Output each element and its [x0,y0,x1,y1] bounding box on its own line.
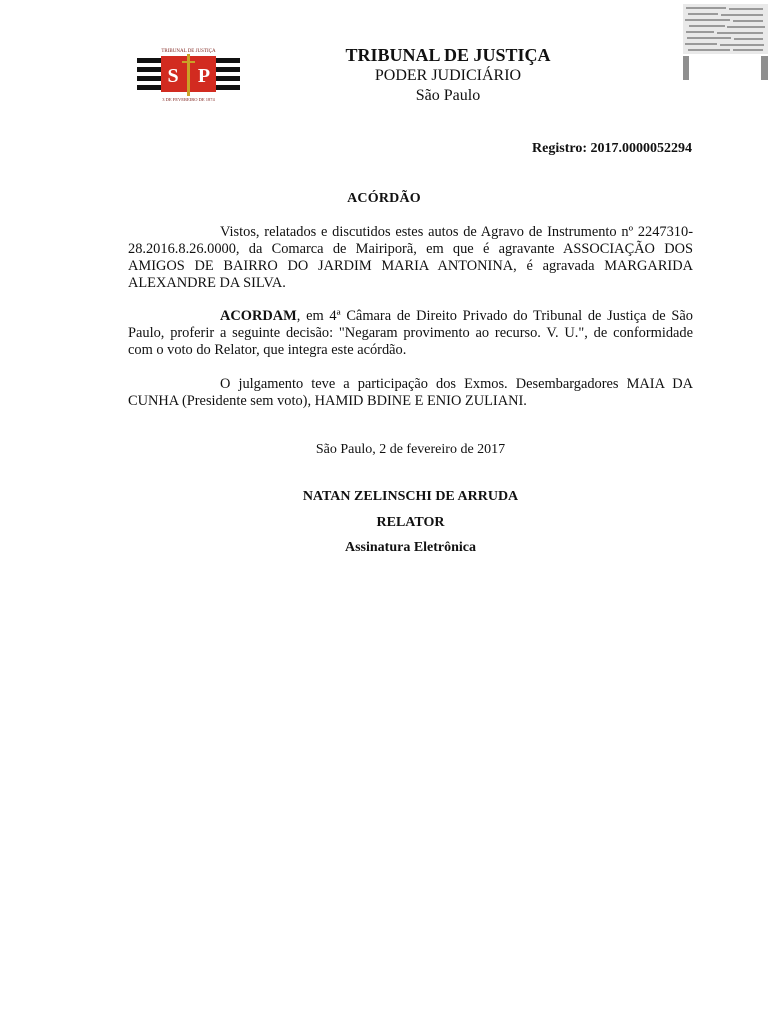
header-subtitle: PODER JUDICIÁRIO [374,67,522,84]
paragraph-acordam [128,308,693,359]
seal-bottom-text: 3 DE FEVEREIRO DE 1874 [162,97,215,102]
seal-top-text: TRIBUNAL DE JUSTIÇA [161,49,216,54]
acordam-keyword: ACORDAM [220,308,297,324]
acordam-text: , em 4ª Câmara de Direito Privado do Tribunal de Justiça de São Paulo, proferir a seguinte decisão: "Negaram provimento ao recurso. V. U.", de conformidade com o voto do Relator, que integra este acórdão. [128,308,693,358]
seal-letter-p: P [197,65,211,87]
court-seal-logo [137,45,240,103]
acordao-title: ACÓRDÃO [347,191,421,206]
signature-note: Assinatura Eletrônica [344,540,477,555]
document-stamp-icon [683,4,768,80]
paragraph-vistos: Vistos, relatados e discutidos estes autos de Agravo de Instrumento nº 2247310-28.2016.8.26.0000, da Comarca de Mairiporã, em que é agravante ASSOCIAÇÃO DOS AMIGOS DE BAIRRO DO JARDIM MARIA ANTONINA, é agravada MARGARIDA ALEXANDRE DA SILVA. [128,224,693,291]
paragraph-julgamento: O julgamento teve a participação dos Exmos. Desembargadores MAIA DA CUNHA (Presidente sem voto), HAMID BDINE E ENIO ZULIANI. [128,376,693,409]
date-line: São Paulo, 2 de fevereiro de 2017 [315,442,506,457]
signature-name: NATAN ZELINSCHI DE ARRUDA [302,489,519,504]
header-title: TRIBUNAL DE JUSTIÇA [345,45,551,65]
header-city: São Paulo [415,87,481,104]
seal-letter-s: S [167,65,179,87]
signature-role: RELATOR [376,515,445,530]
registro-number: Registro: 2017.0000052294 [532,141,692,156]
